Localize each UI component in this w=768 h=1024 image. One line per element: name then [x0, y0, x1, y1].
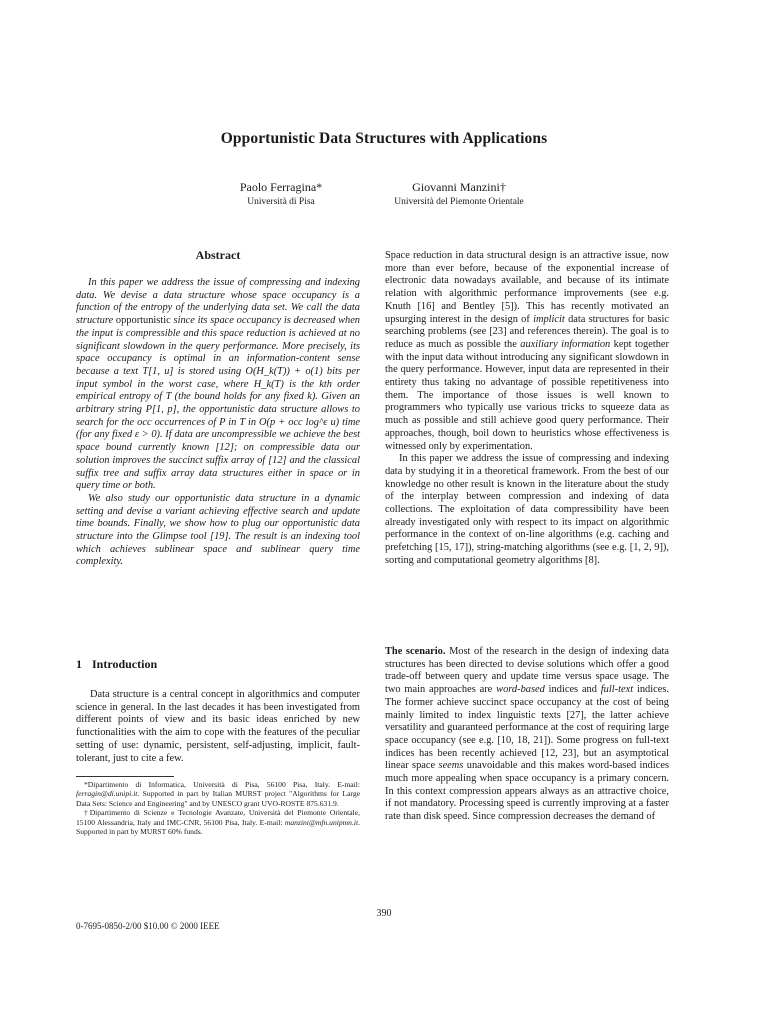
body-text: unavoidable and this makes word-based indices much more appealing when space occupancy is a primary concern. In this context compression appears always as an attractive choice, if not mandatory. Processing speed is currently improving at a faster rate than disk speed. Since compression decreases the demand of: [385, 760, 669, 823]
body-text: Space reduction in data structural design is an attractive issue, now more than ever before, because of the exponential increase of electronic data nowadays available, and because of its intimate relation with algorithmic performance improvements (see e.g. Knuth [16] and Bentley [5]). This has recently motivated an upsurging interest in the design of: [385, 250, 669, 325]
emphasis: full-text: [600, 684, 634, 696]
emphasis: seems: [438, 760, 464, 772]
author-block-2: [344, 180, 574, 210]
footnote-text: . Supported in part by Italian MURST project "Algorithms for Large Data Sets: Science and Engineering" and by UNESCO grant UVO-ROSTE 875.631.9.: [76, 789, 360, 808]
section-title: Introduction: [92, 657, 158, 671]
emphasis: implicit: [533, 313, 565, 325]
author-name: Giovanni Manzini†: [412, 180, 506, 194]
section-number: 1: [76, 657, 82, 671]
body-text: data structures for basic searching problems (see [23] and references therein). The goal is to reduce as much as possible the: [385, 313, 670, 350]
scenario-paragraph: [385, 646, 669, 824]
copyright-line: 0-7695-0850-2/00 $10.00 © 2000 IEEE: [76, 921, 220, 931]
abstract-term: opportunistic: [115, 315, 171, 327]
right-column-body: [385, 250, 669, 568]
introduction-body: [76, 689, 360, 765]
body-paragraph: In this paper we address the issue of compressing and indexing data by studying it in a theoretical framework. From the best of our knowledge no other result is known in the literature about the study of the interplay between compression and indexing of data collections. The exploitation of data compressibility have been already investigated only with respect to its impact on algorithmic performance in the context of on-line algorithms (e.g. caching and prefetching [15, 17]), string-matching algorithms (see e.g. [1, 2, 9]), sorting and computational geometry algorithms [8].: [385, 453, 669, 566]
body-text: indices and: [544, 684, 601, 696]
abstract-paragraph: We also study our opportunistic data structure in a dynamic setting and devise a variant achieving effective search and update time bounds. Finally, we show how to plug our opportunistic data structure into the Glimpse tool [19]. The result is an indexing tool which achieves sublinear space and sublinear query time complexity.: [76, 492, 360, 568]
footnotes: [76, 780, 360, 836]
emphasis: word-based: [496, 684, 545, 696]
body-paragraph: [385, 646, 669, 824]
paper-title: Opportunistic Data Structures with Applications: [220, 130, 548, 147]
body-paragraph: [385, 250, 669, 453]
footnote-text: . Supported in part by MURST 60% funds.: [76, 817, 360, 837]
body-paragraph: Data structure is a central concept in algorithmics and computer science in general. In the last decades it has been investigated from different points of view and its basic ideas enriched by new functionalities with the aim to cope with the features of the peculiar setting of use: dynamic, persistent, self-adjusting, implicit, fault-tolerant, just to cite a few.: [76, 689, 360, 764]
body-text: kept together with the input data without introducing any significant slowdown in the query performance. However, input data are represented in their entirety thus taking no advantage of possible repetitiveness into them. The importance of those issues is well known to programmers who typically use various tricks to squeeze data as much as possible and still achieve good query performance. Their approaches, though, boil down to heuristics whose effectiveness is witnessed only by experimentation.: [385, 338, 670, 452]
abstract-paragraph: [76, 277, 360, 493]
footnote-rule: [76, 776, 174, 777]
paragraph-label: The scenario.: [385, 646, 446, 657]
author-affiliation: Università del Piemonte Orientale: [394, 197, 524, 207]
abstract-body: [76, 277, 360, 569]
footnote-1: [76, 780, 360, 808]
abstract-text: In this paper we address the issue of compressing and indexing data. We devise a data structure whose space occupancy is a function of the entropy of the underlying data set. We call the data structure: [76, 277, 360, 327]
emphasis: auxiliary information: [520, 338, 611, 350]
abstract-text: since its space occupancy is decreased when the input is compressible and this space reduction is achieved at no significant slowdown in the query performance. More precisely, its space occupancy is optimal in an information-content sense because a text T[1, u] is stored using O(H_k(T)) + o(1) bits per input symbol in the worst case, where H_k(T) is the kth order empirical entropy of T (the bound holds for any fixed k). Given an arbitrary string P[1, p], the opportunistic data structure allows to search for the occ occurrences of P in T in O(p + occ log^ε u) time (for any fixed ε > 0). If data are uncompressible we achieve the best space bound currently known [12]; on compressible data our solution improves the succinct suffix array of [12] and the classical suffix tree and suffix array data structures either in space or in query time or both.: [76, 315, 360, 492]
body-text: Most of the research in the design of indexing data structures has been directed to devise solutions which offer a good trade-off between query and update time versus space usage. The two main approaches are: [385, 646, 670, 696]
footnote-email: ferragin@di.unipi.it: [76, 789, 138, 799]
footnote-text: †Dipartimento di Scienze e Tecnologie Avanzate, Università del Piemonte Orientale, 15100 Alessandria, Italy and IMC-CNR, 56100 Pisa, Italy. E-mail:: [76, 808, 360, 827]
footnote-2: [76, 808, 360, 836]
author-name: Paolo Ferragina*: [239, 180, 323, 194]
body-text: indices. The former achieve succinct space occupancy at the cost of being mainly limited to index linguistic texts [27], the latter achieve versatility and guaranteed performance at the cost of requiring large space occupancy (see e.g. [10, 18, 21]). Some progress on full-text indices has been recently achieved [12, 23], but an asymptotical linear space: [385, 684, 669, 772]
page-number: 390: [376, 908, 392, 919]
abstract-heading: Abstract: [195, 248, 241, 262]
section-heading-introduction: [76, 657, 157, 672]
footnote-email: manzini@mfn.unipmn.it: [284, 817, 359, 827]
footnote-text: *Dipartimento di Informatica, Università di Pisa, 56100 Pisa, Italy. E-mail:: [84, 780, 360, 789]
author-affiliation: Università di Pisa: [247, 197, 315, 207]
